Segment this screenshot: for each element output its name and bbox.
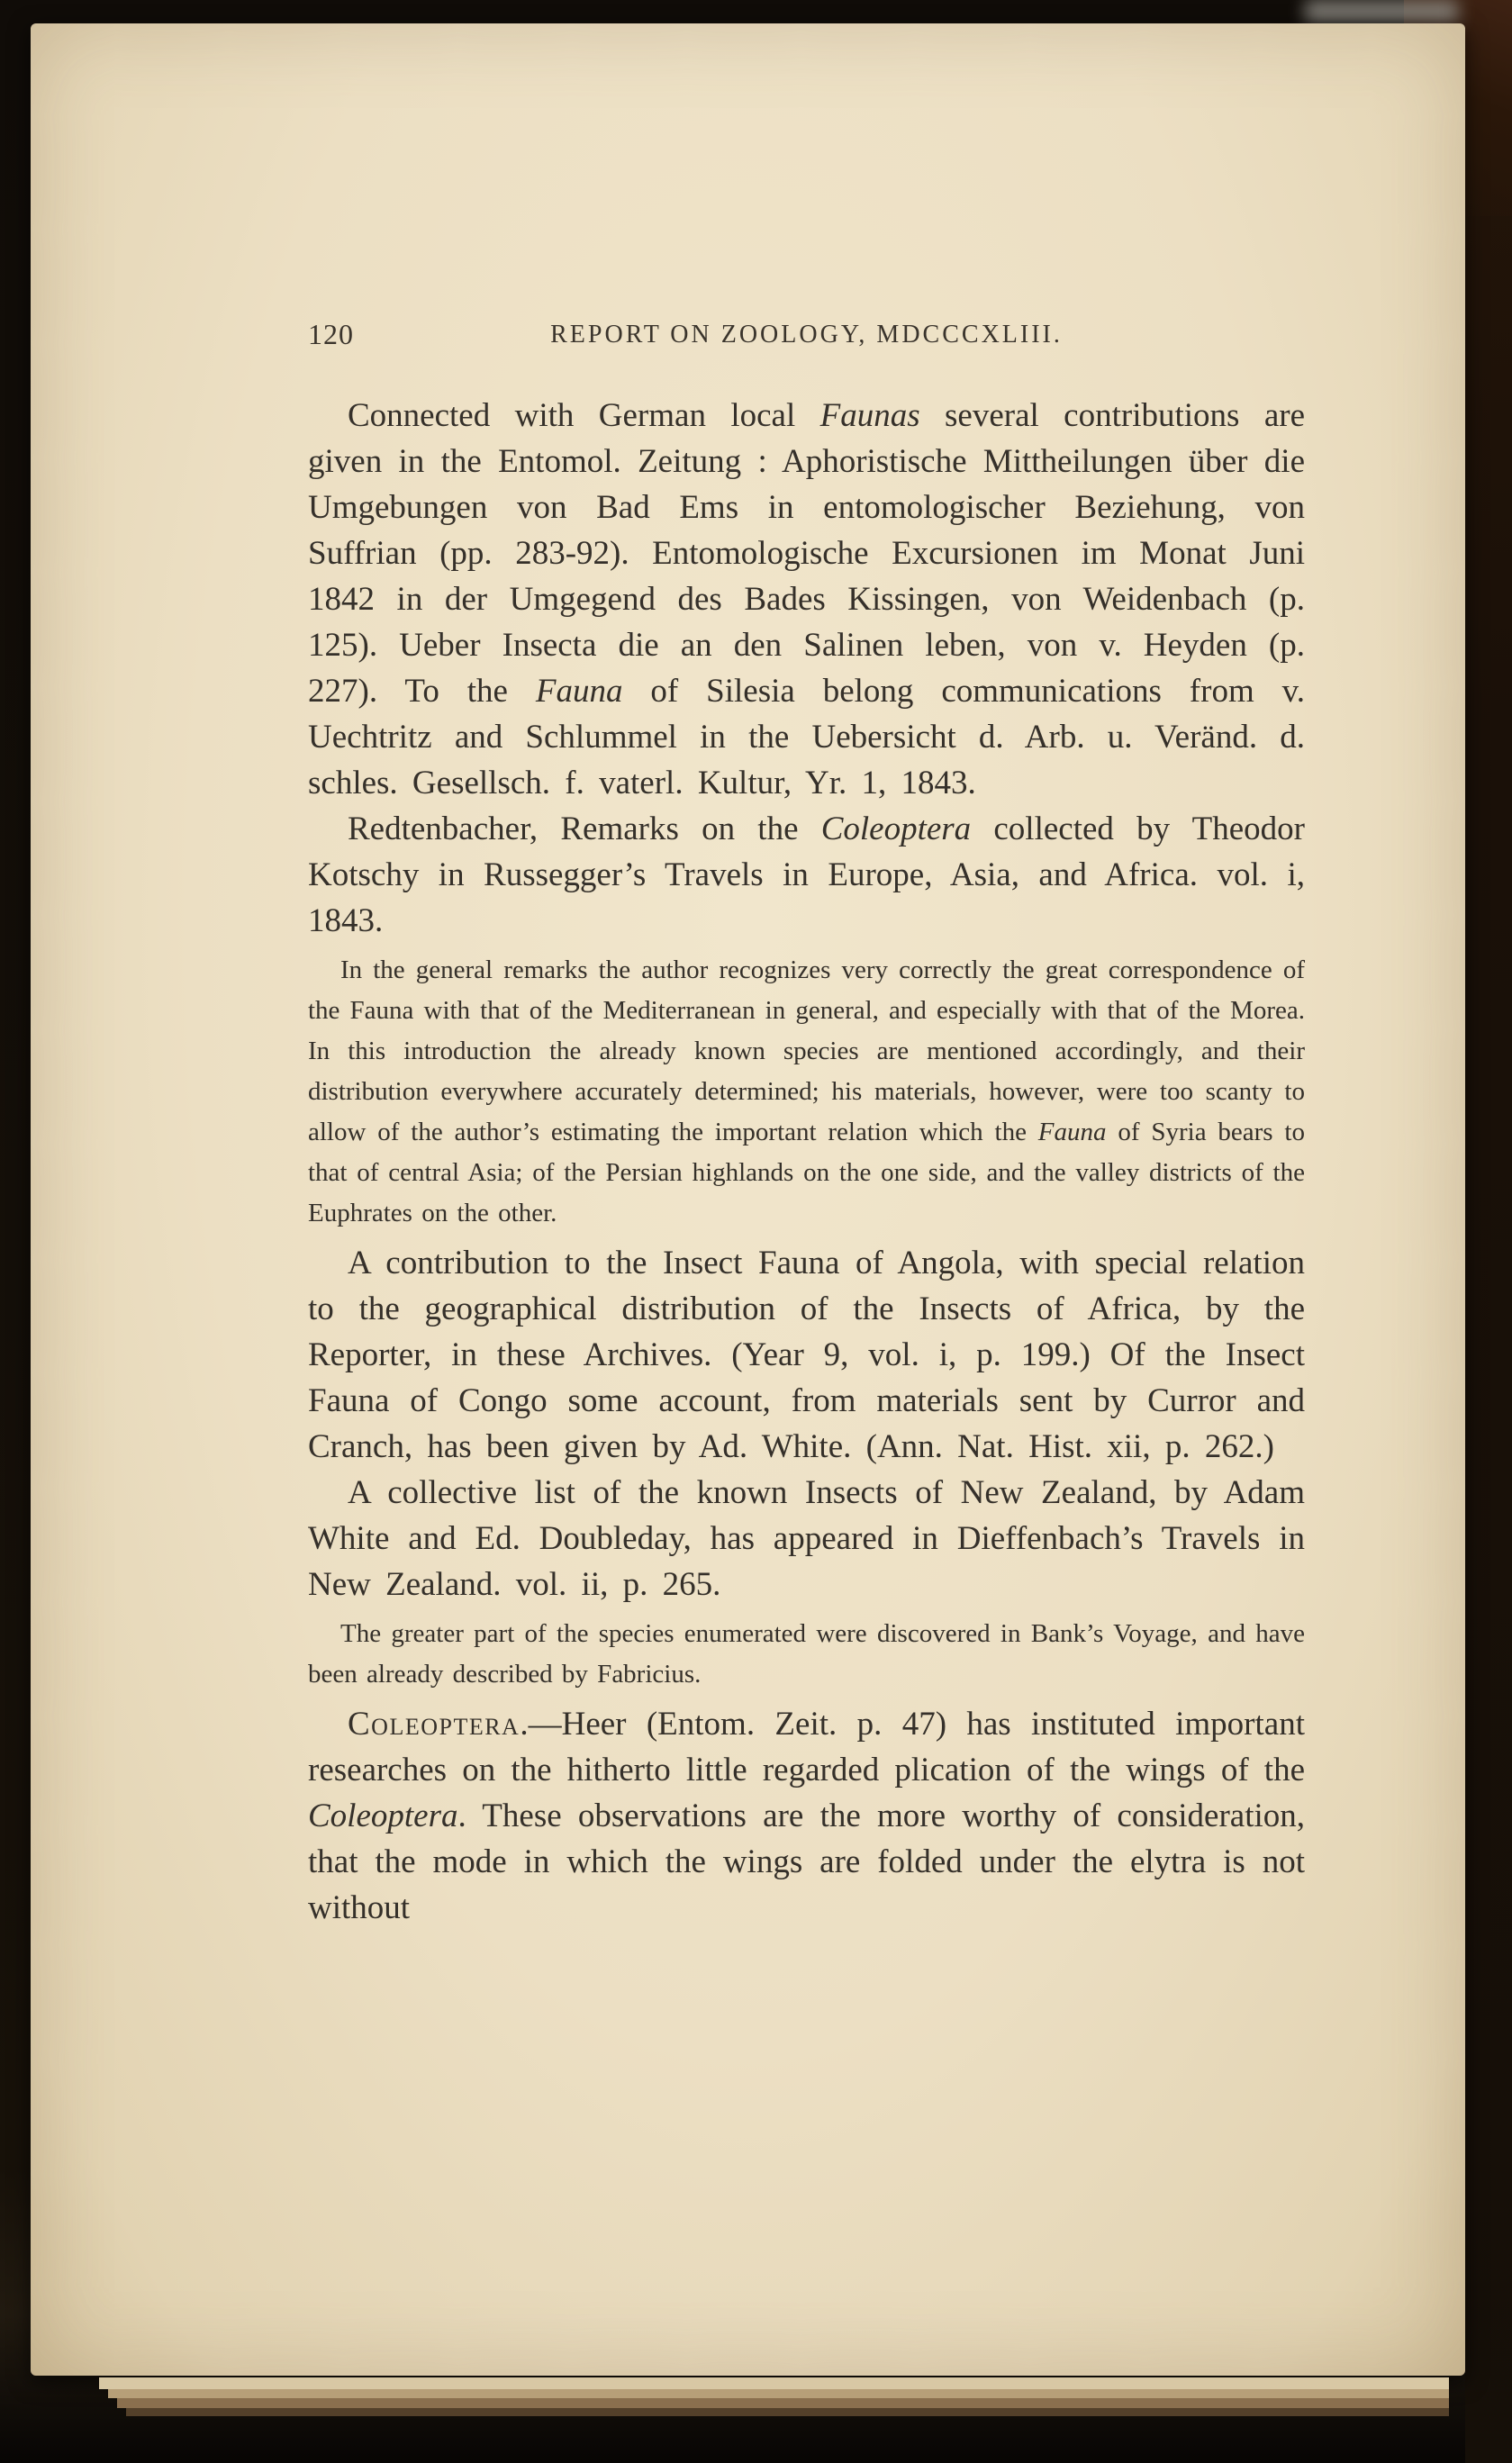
text-segment: . These observations are the more worthy of consideration, that the mode in which the wings are folded under the elytra is not without (308, 1797, 1305, 1926)
text-segment: several contributions are given in the Entomol. Zeitung : Aphoristische Mittheilungen über die Umgebungen von Bad Ems in entomologischer Beziehung, von Suffrian (pp. 283-92). Entomologische Excursionen im Monat Juni 1842 in der Umgegend des Bades Kissingen, von Weidenbach (p. 125). Ueber Insecta die an den Salinen leben, von v. Heyden (p. 227). To the (308, 397, 1306, 710)
paragraph (308, 806, 1305, 944)
text-segment: Faunas (819, 397, 920, 434)
text-segment: Fauna (1037, 1118, 1107, 1146)
book-page (31, 23, 1465, 2376)
text-segment: A contribution to the Insect Fauna of Angola, with special relation to the geographical distribution of the Insects of Africa, by the Reporter, in these Archives. (Year 9, vol. i, p. 199.) Of the Insect Fauna of Congo some account, from materials sent by Curror and Cranch, has been given by Ad. White. (Ann. Nat. Hist. xii, p. 262.) (308, 1245, 1305, 1465)
page-stack-edge (117, 2398, 1449, 2408)
paragraph (308, 1614, 1305, 1695)
text-block (308, 393, 1305, 1931)
text-segment: .—Heer (Entom. Zeit. p. 47) has instituted important researches on the hitherto little regarded plication of the wings of the (308, 1706, 1305, 1788)
text-segment: A collective list of the known Insects of New Zealand, by Adam White and Ed. Doubleday, has appeared in Dieffenbach’s Travels in New Zealand. vol. ii, p. 265. (308, 1474, 1305, 1603)
book-cover-edge (1465, 0, 1512, 2463)
text-segment: The greater part of the species enumerated were discovered in Bank’s Voyage, and have been already described by Fabricius. (308, 1619, 1305, 1689)
text-segment: of Silesia belong communications from v. Uechtritz and Schlummel in the Uebersicht d. Arb. u. Veränd. d. schles. Gesellsch. f. vaterl. Kultur, Yr. 1, 1843. (308, 673, 1305, 801)
page-stack-edge (108, 2389, 1449, 2398)
page-number: 120 (308, 318, 354, 350)
text-segment: Redtenbacher, Remarks on the (348, 810, 821, 847)
paragraph (308, 1470, 1305, 1607)
text-segment: Coleoptera (820, 810, 972, 847)
text-segment: Coleoptera (348, 1706, 521, 1743)
paragraph (308, 1240, 1305, 1470)
page-header (308, 318, 1305, 350)
paragraph (308, 1701, 1305, 1931)
text-segment: collected by Theodor Kotschy in Russegger’s Travels in Europe, Asia, and Africa. vol. i, 1843. (308, 810, 1305, 939)
paragraph (308, 950, 1305, 1234)
paragraph (308, 393, 1305, 806)
text-segment: Connected with German local (348, 397, 820, 434)
text-segment: In the general remarks the author recognizes very correctly the great correspondence of the Fauna with that of the Mediterranean in general, and especially with that of the Morea. In this introduction the already known species are mentioned accordingly, and their distribution everywhere accurately determined; his materials, however, were too scanty to allow of the author’s estimating the important relation which the (308, 955, 1305, 1146)
text-segment: of Syria bears to that of central Asia; of the Persian highlands on the one side, and the valley districts of the Euphrates on the other. (308, 1118, 1305, 1227)
running-title: REPORT ON ZOOLOGY, MDCCCXLIII. (550, 321, 1063, 349)
page-stack-edge (126, 2408, 1449, 2416)
text-segment: Fauna (535, 673, 623, 710)
text-column (308, 23, 1305, 1931)
text-segment: Coleoptera (308, 1797, 458, 1834)
photo-glare (1305, 0, 1458, 23)
page-stack-edge (99, 2377, 1449, 2389)
